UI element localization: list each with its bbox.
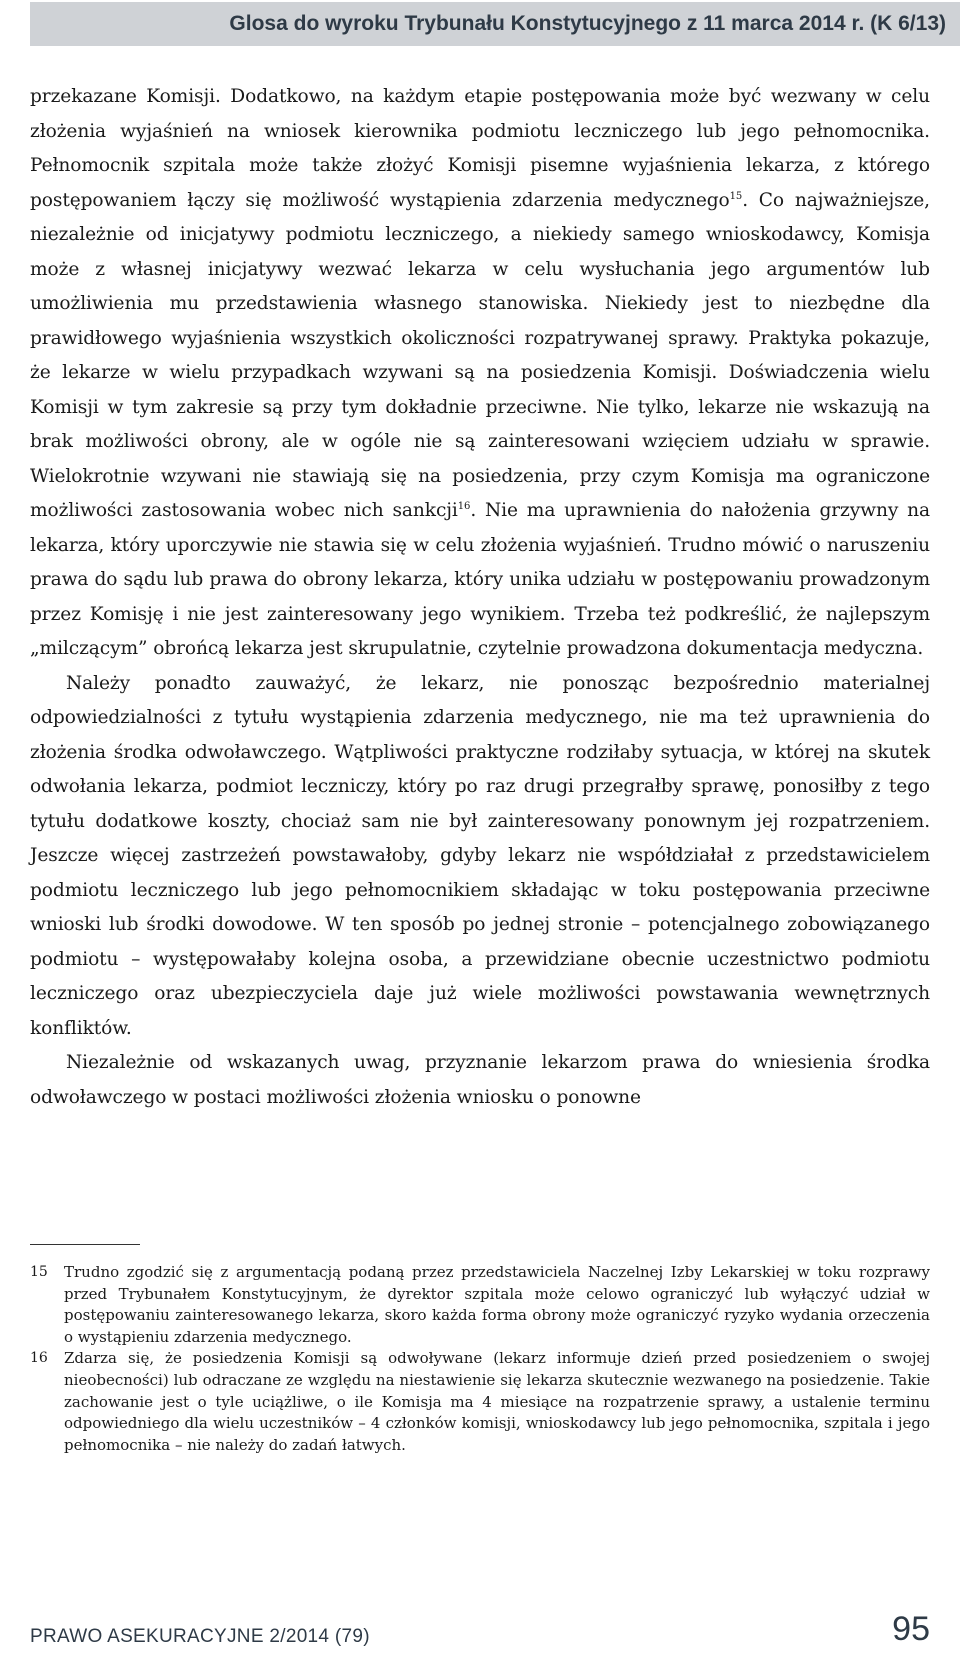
paragraph-2: Należy ponadto zauważyć, że lekarz, nie ponosząc bezpośrednio materialnej odpowiedzialności z tytułu wystąpienia zdarzenia medycznego, nie ma też uprawnienia do złożenia środka odwoławczego. Wątpliwości praktyczne rodziłaby sytuacja, w której na skutek odwołania lekarza, podmiot leczniczy, który po raz drugi przegrałby sprawę, ponosiłby z tego tytułu dodatkowe koszty, chociaż sam nie był zainteresowany ponownym jej rozpatrzeniem. Jeszcze więcej zastrzeżeń powstawałoby, gdyby lekarz nie współdziałał z przedstawicielem podmiotu leczniczego lub jego pełnomocnikiem składając w toku postępowania przeciwne wnioski lub środki dowodowe. W ten sposób po jednej stronie – potencjalnego zobowiązanego podmiotu – występowałaby kolejna osoba, a przewidziane obecnie uczestnictwo podmiotu leczniczego oraz ubezpieczyciela daje już wiele możliwości powstawania wewnętrznych konfliktów. [30,672,930,1039]
footnote-ref-15[interactable]: 15 [729,190,743,202]
paragraph-1-part-b: . Co najważniejsze, niezależnie od inicjatywy podmiotu leczniczego, a niekiedy samego wnioskodawcy, Komisja może z własnej inicjatywy wezwać lekarza w celu wysłuchania jego argumentów lub umożliwienia mu przedstawienia własnego stanowiska. Niekiedy jest to niezbędne dla prawidłowego wyjaśnienia wszystkich okoliczności rozpatrywanej sprawy. Praktyka pokazuje, że lekarze w wielu przypadkach wzywani są na posiedzenia Komisji. Doświadczenia wielu Komisji w tym zakresie są przy tym dokładnie przeciwne. Nie tylko, lekarze nie wskazują na brak możliwości obrony, ale w ogóle nie są zainteresowani wzięciem udziału w sprawie. Wielokrotnie wzywani nie stawiają się na posiedzenia, przy czym Komisja ma ograniczone możliwości zastosowania wobec nich sankcji [30,189,930,521]
paragraph-1 [30,80,930,667]
footnote-16 [30,1348,930,1456]
footnote-number: 16 [30,1350,48,1367]
footnote-divider [30,1244,140,1245]
footnotes [30,1262,930,1456]
footnote-text: Trudno zgodzić się z argumentacją podaną przez przedstawiciela Naczelnej Izby Lekarskiej w toku rozprawy przed Trybunałem Konstytucyjnym, że dyrektor szpitala może celowo ograniczyć lub wyłączyć udział w postępowaniu zainteresowanego lekarza, skoro każda forma obrony może ograniczyć ryzyko wydania orzeczenia o wystąpieniu zdarzenia medycznego. [64,1263,930,1346]
journal-footer: PRAWO ASEKURACYJNE 2/2014 (79) [30,1626,370,1647]
main-text [30,80,930,1115]
page-number: 95 [892,1610,930,1648]
running-header: Glosa do wyroku Trybunału Konstytucyjnego z 11 marca 2014 r. (K 6/13) [30,2,960,46]
paragraph-1-part-c: . Nie ma uprawnienia do nałożenia grzywny na lekarza, który uporczywie nie stawia się w celu złożenia wyjaśnień. Trudno mówić o naruszeniu prawa do sądu lub prawa do obrony lekarza, który unika udziału w postępowaniu prowadzonym przez Komisję i nie jest zainteresowany jego wynikiem. Trzeba też podkreślić, że najlepszym „milczącym” obrońcą lekarza jest skrupulatnie, czytelnie prowadzona dokumentacja medyczna. [30,500,930,659]
paragraph-3: Niezależnie od wskazanych uwag, przyznanie lekarzom prawa do wniesienia środka odwoławczego w postaci możliwości złożenia wniosku o ponowne [30,1052,930,1108]
footnote-15 [30,1262,930,1348]
paragraph-1-part-a: przekazane Komisji. Dodatkowo, na każdym etapie postępowania może być wezwany w celu złożenia wyjaśnień na wniosek kierownika podmiotu leczniczego lub jego pełnomocnika. Pełnomocnik szpitala może także złożyć Komisji pisemne wyjaśnienia lekarza, z którego postępowaniem łączy się możliwość wystąpienia zdarzenia medycznego [30,86,930,211]
footnote-number: 15 [30,1264,48,1280]
footnote-ref-16[interactable]: 16 [457,500,471,512]
footnote-text: Zdarza się, że posiedzenia Komisji są odwoływane (lekarz informuje dzień przed posiedzeniem o swojej nieobecności) lub odraczane ze względu na niestawienie się lekarza skutecznie wezwanego na posiedzenie. Takie zachowanie jest o tyle uciążliwe, o ile Komisja ma 4 miesiące na rozpatrzenie sprawy, a ustalenie terminu odpowiedniego dla wielu uczestników – 4 członków komisji, wnioskodawcy lub jego pełnomocnika, szpitala i jego pełnomocnika – nie należy do zadań łatwych. [64,1349,930,1454]
